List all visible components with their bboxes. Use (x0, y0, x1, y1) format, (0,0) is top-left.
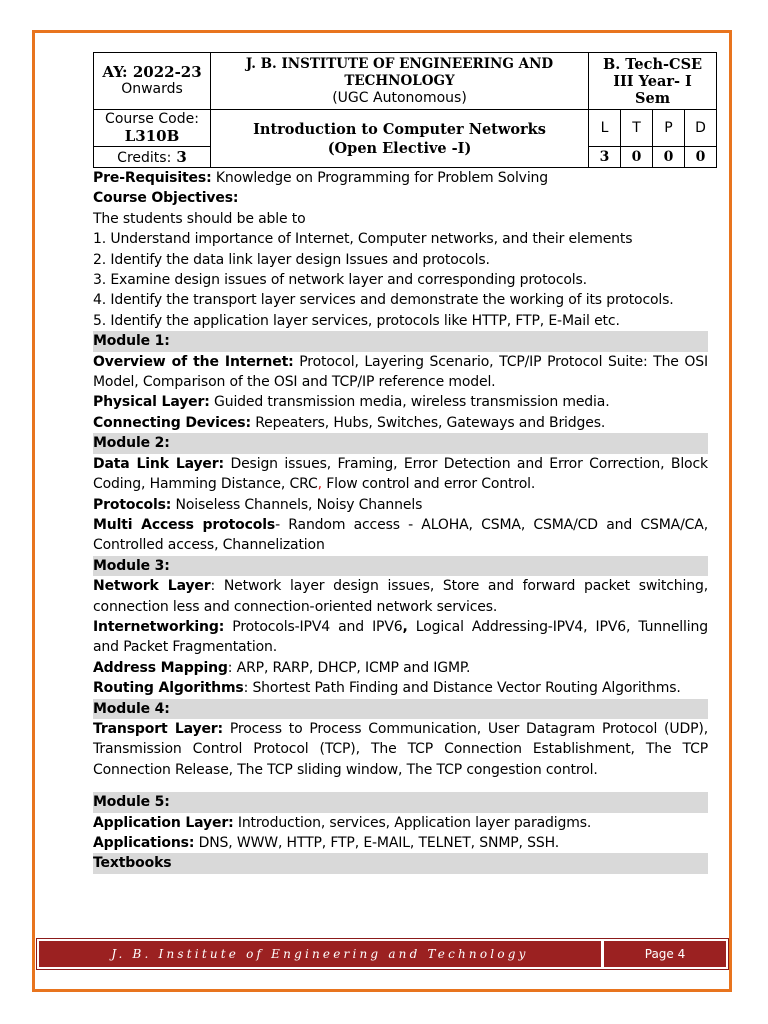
module-3-topic (93, 576, 708, 617)
topic-text: : Shortest Path Finding and Distance Vector Routing Algorithms. (243, 680, 681, 697)
program-line-1: B. Tech-CSE (602, 55, 703, 73)
credits-label: Credits: (117, 150, 172, 166)
red-comma: , (317, 476, 322, 493)
credits-value: 3 (176, 148, 187, 166)
topic-text: Repeaters, Hubs, Switches, Gateways and Bridges. (250, 414, 606, 431)
module-2-topic (93, 515, 708, 556)
module-5-heading: Module 5: (93, 792, 708, 812)
topic-text: : Network layer design issues, Store and forward packet switching, connection less and connection-oriented network services. (93, 578, 708, 615)
course-header-table (93, 52, 717, 168)
list-item: 2. Identify the data link layer design Issues and protocols. (93, 251, 490, 268)
academic-year: AY: 2022-23 (102, 63, 202, 81)
module-4-heading: Module 4: (93, 699, 708, 719)
objectives-list (93, 229, 708, 331)
list-item: 1. Understand importance of Internet, Computer networks, and their elements (93, 231, 633, 248)
module-3-topic (93, 617, 708, 658)
footer-institute: J. B. Institute of Engineering and Technology (39, 941, 601, 967)
course-code: L310B (124, 127, 180, 145)
page-footer (36, 938, 729, 970)
onwards-label: Onwards (121, 81, 183, 97)
ltpd-value-p: 0 (653, 147, 685, 168)
topic-text: Introduction, services, Application layer paradigms. (233, 814, 592, 831)
topic-text: Protocol, Layering Scenario, TCP/IP Protocol Suite: The OSI Model, Comparison of the OSI and TCP/IP reference model. (93, 353, 708, 391)
course-code-label: Course Code: (105, 111, 199, 127)
topic-text: Design issues, Framing, Error Detection and Error Correction, Block Coding, Hamming Distance, CRC (93, 455, 708, 493)
ltpd-label-p: P (653, 110, 685, 147)
module-5-topic (93, 833, 708, 853)
module-1-topic (93, 352, 708, 393)
topic-text: DNS, WWW, HTTP, FTP, E-MAIL, TELNET, SNMP, SSH. (194, 835, 560, 851)
module-2-heading: Module 2: (93, 433, 708, 453)
module-5-topic (93, 813, 708, 833)
module-2-topic (93, 454, 708, 495)
list-item: 5. Identify the application layer services, protocols like HTTP, FTP, E-Mail etc. (93, 312, 620, 329)
ltpd-value-t: 0 (621, 147, 653, 168)
topic-label: Physical Layer: (93, 394, 210, 411)
module-1-heading: Module 1: (93, 331, 708, 351)
topic-text: : ARP, RARP, DHCP, ICMP and IGMP. (227, 659, 471, 676)
academic-year-cell (94, 53, 211, 110)
bold-comma: , (402, 618, 408, 635)
topic-label: Address Mapping (93, 659, 228, 676)
module-3-heading: Module 3: (93, 556, 708, 576)
autonomous-label: (UGC Autonomous) (332, 89, 467, 106)
course-title-cell (211, 110, 589, 168)
module-1-topic (93, 392, 708, 412)
spacer (93, 780, 708, 792)
topic-text: Noiseless Channels, Noisy Channels (171, 496, 423, 513)
topic-label: Transport Layer: (93, 720, 223, 737)
topic-label: Routing Algorithms (93, 680, 244, 697)
prereq-label: Pre-Requisites: (93, 170, 212, 186)
topic-label: Connecting Devices: (93, 414, 251, 431)
syllabus-body (93, 168, 708, 874)
topic-text: Logical Addressing-IPV4, IPV6, Tunnelling and Packet Fragmentation. (93, 618, 708, 656)
topic-text: Flow control and error Control. (321, 476, 536, 493)
program-cell (589, 53, 717, 110)
credits-cell (94, 147, 211, 168)
module-2-topic (93, 495, 708, 515)
module-4-topic (93, 719, 708, 780)
institute-cell (211, 53, 589, 110)
list-item: 3. Examine design issues of network layer and corresponding protocols. (93, 272, 587, 289)
topic-text: Guided transmission media, wireless transmission media. (209, 394, 610, 411)
ltpd-value-l: 3 (589, 147, 621, 168)
topic-label: Applications: (93, 835, 195, 851)
course-title: Introduction to Computer Networks (253, 120, 546, 138)
footer-page-number: Page 4 (604, 941, 726, 967)
page-content (93, 52, 708, 874)
objectives-intro: The students should be able to (93, 210, 306, 227)
ltpd-label-d: D (685, 110, 717, 147)
institute-name: J. B. INSTITUTE OF ENGINEERING AND TECHNOLOGY (245, 55, 554, 89)
objectives-heading: Course Objectives: (93, 190, 239, 207)
ltpd-label-t: T (621, 110, 653, 147)
list-item: 4. Identify the transport layer services and demonstrate the working of its protocols. (93, 292, 674, 309)
topic-label: Application Layer: (93, 814, 234, 831)
topic-label: Protocols: (93, 496, 172, 513)
topic-label: Internetworking: (93, 618, 225, 635)
module-1-topic (93, 413, 708, 433)
topic-text: Process to Process Communication, User Datagram Protocol (UDP), Transmission Control Protocol (TCP), The TCP Connection Establishment, The TCP Connection Release, The TCP sliding window, The TCP congestion control. (93, 720, 708, 778)
ltpd-label-l: L (589, 110, 621, 147)
topic-label: Data Link Layer: (93, 455, 224, 472)
topic-label: Network Layer (93, 578, 211, 595)
prerequisites (93, 168, 708, 188)
course-subtitle: (Open Elective -I) (327, 139, 472, 157)
textbooks-heading: Textbooks (93, 853, 708, 873)
topic-text: - Random access - ALOHA, CSMA, CSMA/CD and CSMA/CA, Controlled access, Channelization (93, 516, 708, 554)
topic-label: Overview of the Internet: (93, 353, 294, 370)
topic-text: Protocols-IPV4 and IPV6 (224, 618, 403, 635)
ltpd-value-d: 0 (685, 147, 717, 168)
topic-label: Multi Access protocols (93, 516, 276, 533)
program-line-3: Sem (635, 89, 671, 107)
prereq-text: Knowledge on Programming for Problem Solving (211, 170, 549, 186)
course-code-cell (94, 110, 211, 147)
program-line-2: III Year- I (613, 72, 692, 90)
module-3-topic (93, 678, 708, 698)
module-3-topic (93, 658, 708, 678)
